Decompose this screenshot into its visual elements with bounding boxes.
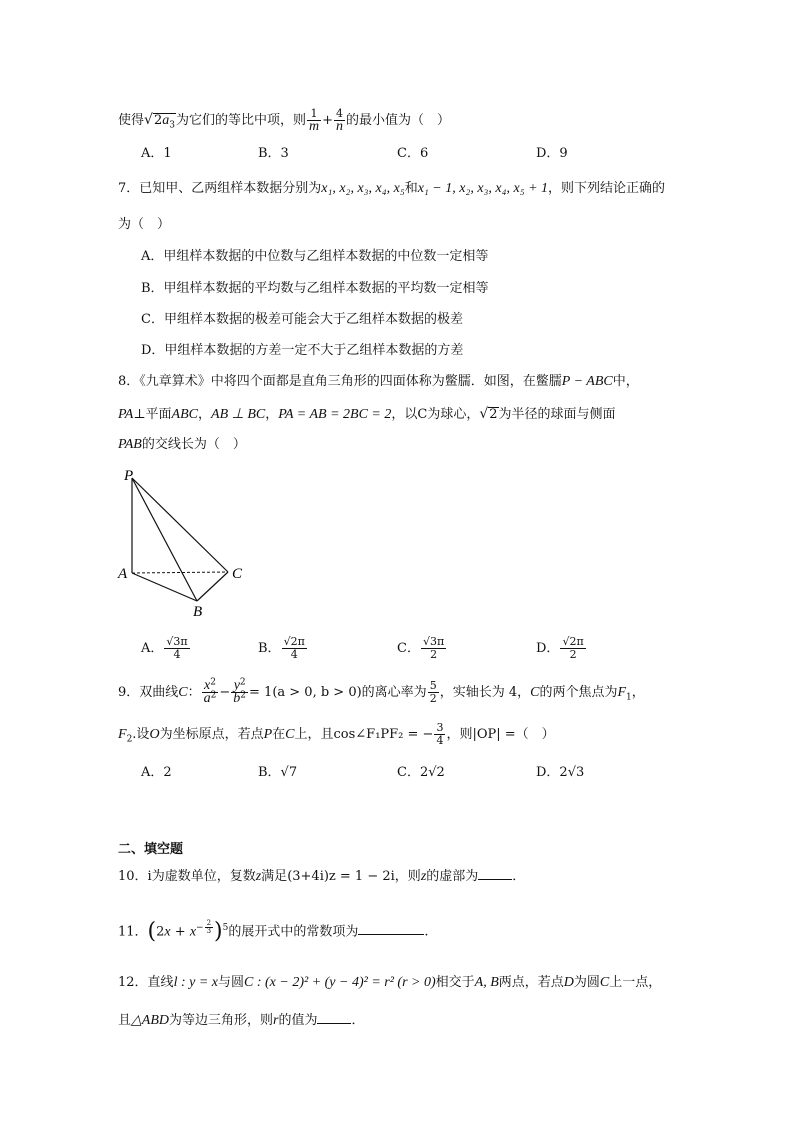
q7-stem-line2: 为（ ） <box>118 217 171 232</box>
q8-option-c-den: 2 <box>430 648 438 661</box>
q11-end: . <box>424 924 429 940</box>
q8-stem-tail: 中， <box>612 374 639 389</box>
q8-option-b-den: 4 <box>290 648 298 661</box>
q9-cond: = 1(a > 0, b > 0) <box>249 685 362 700</box>
q9-stem-line2: $F_2$.设O为坐标原点，若点P在C上，且cos∠F₁PF₂ = − $\frac{3}{4}$ ，则|OP| =（ ） <box>118 721 555 747</box>
q9-stem-a: 双曲线 <box>139 685 179 700</box>
q7-option-d: D．甲组样本数据的方差一定不大于乙组样本数据的方差 <box>141 343 464 358</box>
label-c: C <box>232 566 243 582</box>
q12-text-f: 上一点， <box>609 975 662 990</box>
q9-stem2a: .设 <box>132 727 150 742</box>
q11-answer-blank[interactable] <box>358 924 424 935</box>
q9-number: 9． <box>118 685 140 700</box>
q12-end: ． <box>351 1013 365 1028</box>
q8-option-a <box>141 636 191 661</box>
edge-bc <box>197 572 228 601</box>
q8-option-c <box>397 636 447 661</box>
q12-line2-b: 为等边三角形，则 <box>169 1013 274 1028</box>
q8-abc: ABC <box>171 407 198 422</box>
q8-radius-text: 为半径的球面与侧面 <box>498 407 616 422</box>
q8-tetrahedron-figure <box>110 462 260 622</box>
q6-stem-tail: 使得$√2a_3$为它们的等比中项，则 $\frac{1}{m}$ + $\frac{4}{n}$ 的最小值为（ ） <box>118 107 451 134</box>
q10-text-d: 的虚部为 <box>426 869 479 884</box>
q8-stem-text: 《九章算术》中将四个面都是直角三角形的四面体称为鳖臑．如图，在鳖臑 <box>139 374 562 389</box>
q9-stem2c: 在 <box>272 727 286 742</box>
q8-option-b-num: √2π <box>283 635 305 648</box>
q8-ab-bc: AB ⊥ BC <box>211 407 266 422</box>
q9-stem-b: 的离心率为 <box>361 685 427 700</box>
q8-option-d-num: √2π <box>562 635 584 648</box>
q8-option-a-num: √3π <box>166 635 188 648</box>
q7-number: 7． <box>118 181 140 196</box>
q9-stem2e: ，则 <box>446 727 473 742</box>
q12-tri: △ABD <box>131 1013 169 1028</box>
edge-ac-hidden <box>132 572 228 573</box>
label-b: B <box>193 604 203 620</box>
q12-circle-eq: C : (x − 2)² + (y − 4)² = r² (r > 0) <box>244 975 436 990</box>
q6-option-b: B．3 <box>258 146 289 161</box>
q12-text-d: 两点，若点 <box>498 975 564 990</box>
label-a: A <box>118 566 128 582</box>
q7-stem <box>118 180 665 198</box>
q9-cos-den: 4 <box>436 734 444 747</box>
q11-number: 11． <box>118 924 148 940</box>
q8-center: 以C为球心， <box>404 407 480 422</box>
q12-stem-line2: 且△ABD为等边三角形，则r的值为 ． <box>118 1013 365 1028</box>
q10-end: ． <box>512 869 526 884</box>
section-heading: 二、填空题 <box>118 842 184 857</box>
q10-text-b: 满足 <box>261 869 288 884</box>
q8-lengths: PA = AB = 2BC = 2 <box>278 407 392 422</box>
q8-number: 8． <box>118 374 140 389</box>
q12-line2-c: 的值为 <box>278 1013 318 1028</box>
q7-stem-text: 已知甲、乙两组样本数据分别为 <box>139 181 322 196</box>
q9-option-a: A．2 <box>141 765 172 780</box>
q6-end-text: 的最小值为（ ） <box>346 113 451 128</box>
q9-stem-line1: 9．双曲线C： $\frac{x^2}{a^2}$ − $\frac{y^2}{b^2}$ = 1(a > 0, b > 0)的离心率为 $\frac{5}{2}$ ，实轴长为 4，C的两个焦点为$F_1$， <box>118 677 645 706</box>
q6-option-c: C．6 <box>397 146 429 161</box>
q12-stem-line1: 12．直线l : y = x与圆C : (x − 2)² + (y − 4)² = r² (r > 0)相交于A, B两点，若点D为圆C上一点， <box>118 975 662 990</box>
q7-set2: x₁ − 1, x₂, x₃, x₄, x₅ + 1 <box>417 181 549 196</box>
q9-stem2b: 为坐标原点，若点 <box>159 727 264 742</box>
q12-answer-blank[interactable] <box>317 1013 351 1024</box>
q8-pa: PA <box>118 407 134 422</box>
q12-text-b: 与圆 <box>218 975 245 990</box>
q8-tetra: P − ABC <box>561 374 613 389</box>
q8-option-a-label: A． <box>141 641 164 656</box>
q8-option-c-num: √3π <box>422 635 445 648</box>
q9-stem2d: 上，且 <box>294 727 334 742</box>
q9-stem-d: 的两个焦点为 <box>539 685 618 700</box>
q9-ecc-num: 5 <box>429 679 437 692</box>
q8-option-b <box>258 636 308 661</box>
q8-stem-line1 <box>118 373 639 391</box>
q9-cos-expr: cos∠F₁PF₂ = − <box>333 727 434 742</box>
q6-option-a: A．1 <box>141 146 172 161</box>
edge-ab <box>132 573 197 601</box>
q8-perp-plane: ⊥平面 <box>133 407 172 422</box>
q10-text-c: ，则 <box>394 869 421 884</box>
q8-option-d-label: D． <box>536 641 560 656</box>
q9-stem-c: ，实轴长为 4， <box>439 685 531 700</box>
q8-pab: PAB <box>118 437 142 452</box>
q8-option-a-den: 4 <box>173 648 181 661</box>
q12-number: 12． <box>118 975 148 990</box>
q8-stem3-tail: 的交线长为（ ） <box>141 437 246 452</box>
q10-number: 10． <box>118 869 148 884</box>
q6-prefix: 使得 <box>118 113 145 128</box>
q10-stem: 10．i为虚数单位，复数z满足(3+4i)z = 1 − 2i，则z的虚部为 ． <box>118 869 526 884</box>
q9-option-b: B．√7 <box>258 765 298 780</box>
q7-set1: x₁, x₂, x₃, x₄, x₅ <box>321 181 405 196</box>
q7-option-a: A．甲组样本数据的中位数与乙组样本数据的中位数一定相等 <box>141 249 489 264</box>
q7-and: 和 <box>404 181 418 196</box>
q12-text-a: 直线 <box>147 975 174 990</box>
q11-stem: 11．($2x + x^{- \frac{2}{3}}$ )$^5$的展开式中的常数项为 . <box>118 918 429 944</box>
edge-pc <box>132 478 228 572</box>
q9-cos-num: 3 <box>436 721 444 734</box>
q7-option-c: C．甲组样本数据的极差可能会大于乙组样本数据的极差 <box>141 312 463 327</box>
q12-pts: A, B <box>474 975 499 990</box>
q6-option-d: D．9 <box>536 146 568 161</box>
q8-stem-line3 <box>118 436 246 454</box>
edge-pb <box>132 478 197 601</box>
q10-text-a: i为虚数单位，复数 <box>147 869 256 884</box>
q11-text: 的展开式中的常数项为 <box>228 924 359 940</box>
q8-option-b-label: B． <box>258 641 281 656</box>
q9-option-c: C．2√2 <box>397 765 445 780</box>
label-p: P <box>124 468 134 484</box>
q7-option-b: B．甲组样本数据的平均数与乙组样本数据的平均数一定相等 <box>141 281 489 296</box>
q12-line2-a: 且 <box>118 1013 132 1028</box>
q6-mid-text: 为它们的等比中项，则 <box>175 113 306 128</box>
q9-ecc-den: 2 <box>429 692 437 705</box>
q12-line-eq: l : y = x <box>173 975 218 990</box>
q9-option-d: D．2√3 <box>536 765 585 780</box>
q8-stem-line2: PA⊥平面ABC，AB ⊥ BC，PA = AB = 2BC = 2，以C为球心，√2为半径的球面与侧面 <box>118 406 616 422</box>
q10-answer-blank[interactable] <box>478 869 512 880</box>
q8-option-c-label: C． <box>397 641 420 656</box>
q9-op: |OP| =（ ） <box>472 727 555 742</box>
q8-option-d <box>536 636 587 661</box>
q8-option-d-den: 2 <box>569 648 577 661</box>
q12-text-e: 为圆 <box>573 975 600 990</box>
q10-eq: (3+4i)z = 1 − 2i <box>287 869 395 884</box>
q12-text-c: 相交于 <box>435 975 475 990</box>
q7-stem-tail: ，则下列结论正确的 <box>548 181 666 196</box>
